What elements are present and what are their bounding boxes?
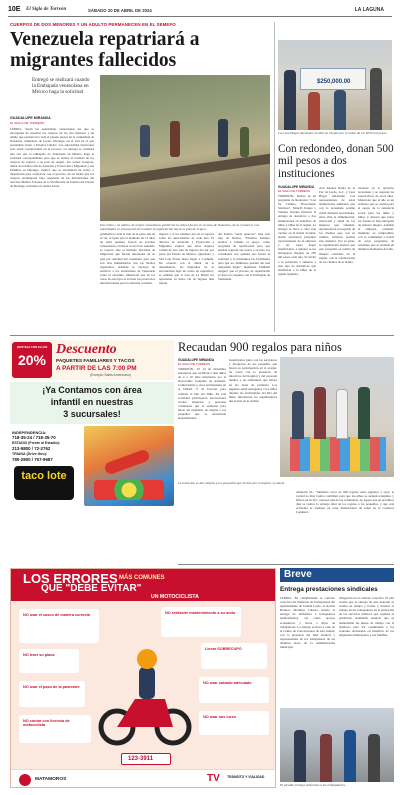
story1-body-col1: LERDO.- Serán las autoridades venezolanas las que se encargarán de repatriar los cuerpos de los dos menores y un adulto que perdieron la vida el pasado jueves en la comunidad de Nazareno, municipio de Lerdo, Durango, en el tren en el que pretendían viajar a Estados Unidos. Las autoridades mexicanas solo serán coadyuvantes en el proceso. La entrega se realizará una vez que la embajada de Venezuela en México haga la solicitud correspondiente para que se realice el traslado de los cuerpos de regreso a su país de origen. Job López Góngora, titular de la Dirección de Atención y Protección a Migrantes y sus Familias en Durango, explicó que se encuentran en activo y disposición para coadyuvar con el proceso, de tal forma que los cuerpos permanecen bajo resguardo en las instalaciones del Servicio Médico Forense de la Vicefiscalía de Justicia del Estado de Durango, ubicadas en ciudad Lerdo. bbox=[10, 127, 94, 189]
breve-photo-caption: El alcalde entregó uniformes a los trabajadores. bbox=[280, 783, 346, 787]
rider-torso bbox=[139, 667, 155, 699]
person-figure bbox=[370, 68, 382, 130]
person-figure bbox=[314, 387, 326, 439]
breve-label: Breve bbox=[284, 569, 312, 580]
gift-pile bbox=[290, 437, 386, 471]
page-number: 10E bbox=[8, 6, 21, 13]
error-item-text: NO contar con licencia de motociclista bbox=[23, 719, 70, 727]
tv-logo-sub: TRÁNSITO Y VIALIDAD bbox=[227, 775, 265, 779]
error-item-text: NO realizarle mantenimiento a su moto bbox=[165, 611, 236, 615]
person-figure bbox=[320, 734, 332, 782]
discount-line2: A PARTIR DE LAS 7:00 PM bbox=[56, 365, 137, 372]
section-divider bbox=[10, 335, 394, 336]
badge-top-text: ¡FESTEJA CON ELLOS bbox=[16, 345, 48, 349]
story3-body-col1: TORREÓN.- El 14 de diciembre estrenaron que recibirán a más niños de 4 a 10 años internados por el Nosocomio Conjunto de Aduanas, Comerciantes y otros participantes en la UMAE 71 de Torreón, para celebrar el Día del Niño. En esta actividad participaron asociaciones civiles, empresas y personas voluntarias que se sumaron para llevar un momento de alegría a los pequeños que se encuentran hospitalizados. bbox=[178, 367, 226, 421]
story1-photo bbox=[100, 75, 270, 221]
moto-ad-footer bbox=[11, 769, 276, 788]
taco-ad bbox=[10, 340, 174, 564]
logo-text: taco lote bbox=[21, 470, 67, 482]
person-figure bbox=[336, 389, 348, 439]
story1-body-col2: pendiente la vida el tren de la parte alta de la vía, al igual que el hermano de 13 años de edad quienes, fueron de jóvenes venezolanos, al ubicar se del tren. Además, se reportó ante el Instituto Nacional de Migración que fueron internados de su país por solicitud del consulado, pero que son vías humanitarias tras los hechos registrados. Además se encargó de notificar a los autoridades de Venezuela sobre lo sucedido. Mencionó que en los casos de este tipo se activan los protocolos internacionales para la atención consular. bbox=[100, 232, 155, 286]
story2-body-col1: TORREÓN.- Dentro de un programa de Redondeo "Con Su Cambio, Floreciendo Sonrisas", Smurfit Kappa y Tiendas Soriana hicieron la entrega de donativos a dos instituciones en beneficio de niños y niñas de la región. La entrega se llevó a cabo este viernes en la tienda Soriana, donde estuvieron presentes representantes de la empresa y las casas hogar beneficiadas, a quienes se les entregaron cheques de 250 mil pesos cada una. Se invitó a la población a sumarse a este tipo de iniciativas que benefician a la niñez de la región lagunera. bbox=[278, 194, 316, 276]
breve-label-box bbox=[280, 568, 394, 582]
moto-ad-title-small: MÁS COMUNES bbox=[119, 575, 165, 581]
discount-percent: 20% bbox=[17, 352, 47, 368]
branch-phone-1: 718-35-24 / 718-35-70 bbox=[12, 435, 56, 440]
story3-byline-outlet: EL SIGLO DE TORREÓN bbox=[178, 362, 210, 366]
story3-photo bbox=[280, 357, 394, 477]
person-figure bbox=[294, 730, 306, 782]
breve-photo bbox=[280, 708, 394, 782]
discount-line1: PAQUETES FAMILIARES Y TACOS bbox=[56, 359, 135, 364]
branch-phone-2: 213-5800 / 72-2762 bbox=[12, 446, 51, 451]
person-figure bbox=[240, 127, 249, 157]
moto-error-item-6 bbox=[19, 681, 85, 707]
kids-playground-photo bbox=[84, 426, 174, 506]
story1-byline-name: GUADALUPE MIRANDA bbox=[10, 116, 51, 120]
person-figure bbox=[292, 391, 304, 439]
branch-label-1: INDEPENDENCIA: bbox=[12, 430, 47, 435]
error-item-text: NO usar calzado adecuado bbox=[203, 681, 252, 685]
error-item-text: NO usar el casco de manera correcta bbox=[23, 613, 90, 617]
moto-ad-title-line1: LOS ERRORES bbox=[23, 571, 118, 586]
moto-ad-title-line2: QUE "DEBE EVITAR" bbox=[41, 583, 142, 594]
story2-photo bbox=[278, 40, 392, 130]
motorcycle-illustration bbox=[95, 639, 195, 749]
header-date: SÁBADO 20 DE ABRIL DE 2024 bbox=[88, 7, 152, 13]
story3-body-col2b bbox=[229, 490, 291, 560]
person-figure bbox=[334, 90, 346, 130]
story2-body-col3: tuciones en el ejercicio recaudado y se superan las expectativas de otros años. Mencionó que al año es un esfuerzo que se realiza para el apoyo de la asistencia social para las niñas y niños, y destaca que todos los fondos se han entregado de manera íntegra. Además la empresa, comentó, mantiene su compromiso con la comunidad a través de estos programas de redondeo que se realizan en distintos momentos del año. bbox=[358, 186, 394, 252]
section-name: LA LAGUNA bbox=[354, 7, 384, 13]
person-figure bbox=[140, 125, 150, 157]
story3-photo-caption: La intención es dar alegría a los pequeños que luchan por recuperar su salud. bbox=[178, 481, 285, 485]
moto-error-item-7 bbox=[19, 715, 91, 743]
breve-body-col2: obligación en el contrato colectivo. El edil resaltó que la entrega de este material se realizó en tiempo y forma, y destacó el trabajo de los trabajadores en la prestación de los servicios públicos que requiere la población. Asimismo anunció que se mantendrán las mesas de trabajo con el sindicato para dar continuidad a los acuerdos alcanzados en beneficio de los empleados municipales y sus familias. bbox=[339, 596, 394, 637]
moto-error-item-4 bbox=[19, 649, 79, 673]
moto-error-item-3 bbox=[201, 643, 267, 669]
story1-kicker: CUERPOS DE DOS MENORES Y UN ADULTO PERMANECEN EN EL SEMEFO bbox=[10, 22, 176, 27]
page-header bbox=[8, 4, 392, 18]
moto-ad-title-line3: UN MOTOCICLISTA bbox=[151, 594, 199, 600]
error-item-text: Llevar SOBRECUPO bbox=[205, 647, 242, 651]
story2-body-col2: ción Alianza Reina de la Paz de Lerdo, A.C. y Casa Hogar Abrázame. Las representantes de estas instituciones señalaron que con lo recaudado podrán cubrir distintas necesidades, entre ellas la alimentación, educación y salud de los menores que atienden. Agradecieron el respaldo de los clientes que, con su cambio, hicieron posible este donativo. Por su parte, la organización destacó que este programa se realiza de manera constante en la región, con la colaboración de los clientes de la tienda. bbox=[319, 186, 355, 264]
moto-error-item-5 bbox=[199, 677, 269, 703]
moto-error-item-8 bbox=[199, 711, 269, 735]
branch-phone-3: 780-2800 / 757-9687 bbox=[12, 457, 53, 462]
story2-byline-name: GUADALUPE MIRANDA bbox=[278, 185, 315, 189]
person-figure bbox=[358, 387, 370, 439]
city-seal-icon bbox=[19, 774, 31, 786]
story1-deck: Entregó se realizará cuando la Embajada venezolana en México haga la solicitud bbox=[32, 77, 90, 96]
rider-helmet bbox=[137, 649, 157, 669]
kids-area-line3: 3 sucursales! bbox=[63, 409, 121, 419]
person-figure bbox=[368, 734, 380, 782]
story3-body-col2: beneficiados junto con los servidores y fotógrafos de los pequeños que hacen su participación en el evento. Se contó con la presencia de directivos del hospital y del personal médico y de enfermería que labora en las áreas de pediatría. Los juguetes serán entregados a los niños durante las festividades del Día del Niño, informaron los organizadores del evento en la ciudad. bbox=[229, 358, 277, 403]
story2-photo-caption: La Casa Hogar Abrázame recibió un cheque por el orden de los $250 mil pesos. bbox=[278, 131, 388, 135]
breve-headline: Entrega prestaciones sindicales bbox=[280, 586, 378, 593]
person-figure bbox=[284, 70, 296, 130]
error-item-text: NO usar el paso de la pastorale bbox=[23, 685, 80, 689]
moto-error-item-2 bbox=[161, 607, 241, 637]
branch-label-2: ESTADIO (Frente al Estadio): bbox=[12, 441, 60, 445]
story1-photo-caption: Dos niños y un adulto, de origen venezolano, perdieron la vida el jueves en la zona de Nazareno, de la Comarca. Las autoridades se encargarán de realizar la repatriación hacia su país de origen. bbox=[100, 223, 260, 232]
check-amount: $250,000.00 bbox=[317, 79, 351, 85]
story1-body-col4: del Estado "suele aparecer" ante este tipo de hechos. "Estamos siempre atentos a brindar el apoyo, como programa de repatriación para que puedan regresar sus restos a su país, los consulados son quienes nos hacen la solicitud y le brindamos las facilidades para que los familiares puedan dar una despedida digna", manifestó. También aseguró que el proceso de repatriación se hace en conjunto con la Embajada de Venezuela. bbox=[218, 232, 270, 282]
taco-lote-logo bbox=[14, 466, 74, 500]
story3-byline-name: GUADALUPE MIRANDA bbox=[178, 358, 215, 362]
person-figure bbox=[218, 119, 228, 157]
tv-logo: TV bbox=[207, 773, 220, 784]
ball-pit-shape bbox=[94, 480, 164, 500]
header-rule bbox=[8, 16, 392, 17]
masthead: El Siglo de Torreón bbox=[26, 7, 67, 12]
moto-error-item-1 bbox=[19, 609, 99, 643]
column-divider bbox=[274, 22, 275, 332]
kids-area-line2: infantil en nuestras bbox=[50, 397, 134, 407]
story3-body-col3: Almacén TL. "Juntamos cerca de 900 regalos entre juguetes y ropa; la verdad es muy bonito contribuir para que los niños se sientan tranquilos y felices en su día", expresó una de las voluntarias. Se espera que en próximos días se realice la entrega final de los regalos a los pequeños, y que esta actividad se replique en otras instituciones de salud en la Comarca Lagunera. bbox=[296, 490, 394, 515]
story1-body-col3: ingreso y si los mismos son en el soporte sobre los antecedentes de cada uno. El director de Atención y Protección a Migrantes explicó que estos viajeros venían de otra ruta de ingreso del sur por parte del Estado de México, Querétaro y San Luis Potosí hasta llegar a Coahuila. De acuerdo con el titular de la dependencia, los migrantes no se encontraban bajo un censo en específico; se señalan que el tren de La Bestia les representa su única vía de ingreso más rápida. bbox=[159, 232, 214, 286]
error-item-text: NO traer su placa bbox=[23, 653, 55, 657]
kids-area-banner bbox=[10, 382, 174, 424]
story2-byline-outlet: EL SIGLO DE TORREÓN bbox=[278, 189, 310, 193]
branch-label-3: TRIANA (Drive thru): bbox=[12, 452, 48, 456]
report-phone: 123-3911 bbox=[128, 756, 154, 762]
moto-ad bbox=[10, 568, 276, 788]
error-item-text: NO usar sus luces bbox=[203, 715, 237, 719]
check-board bbox=[300, 68, 366, 90]
report-phone-box bbox=[121, 753, 171, 765]
kids-area-line1: ¡Ya Contamos con área bbox=[42, 385, 142, 395]
city-name: MATAMOROS bbox=[35, 777, 67, 782]
person-figure bbox=[308, 92, 320, 130]
section-divider bbox=[178, 564, 394, 565]
discount-line3: (Excepto Sabis Americano) bbox=[90, 373, 131, 377]
person-figure bbox=[170, 121, 180, 157]
discount-badge bbox=[12, 342, 52, 378]
story1-byline-outlet: EL SIGLO DE TORREÓN bbox=[10, 120, 45, 125]
discount-title: Descuento bbox=[56, 342, 117, 357]
contact-block bbox=[10, 426, 82, 506]
story1-headline: Venezuela repatriará a migrantes fallecidos bbox=[10, 29, 200, 71]
person-figure bbox=[344, 730, 356, 782]
slide-shape bbox=[103, 448, 150, 475]
story3-headline: Recaudan 900 regalos para niños bbox=[178, 340, 342, 354]
breve-body-col1: LERDO.- En cumplimiento al contrato colectivo del Sindicato de Trabajadores del Ayuntamiento de Ciudad Lerdo, el alcalde Homero Martínez Cabrera realizó la entrega de uniformes a trabajadores sindicalizados, así como apoyos económicos y becas a hijos de trabajadores. La entrega se llevó a cabo en el Centro de Convenciones de esta ciudad, con la presencia del líder sindical y representantes de los trabajadores de las distintas áreas de la administración municipal. bbox=[280, 596, 335, 650]
story2-headline: Con redondeo, donan 500 mil pesos a dos instituciones bbox=[278, 143, 394, 180]
